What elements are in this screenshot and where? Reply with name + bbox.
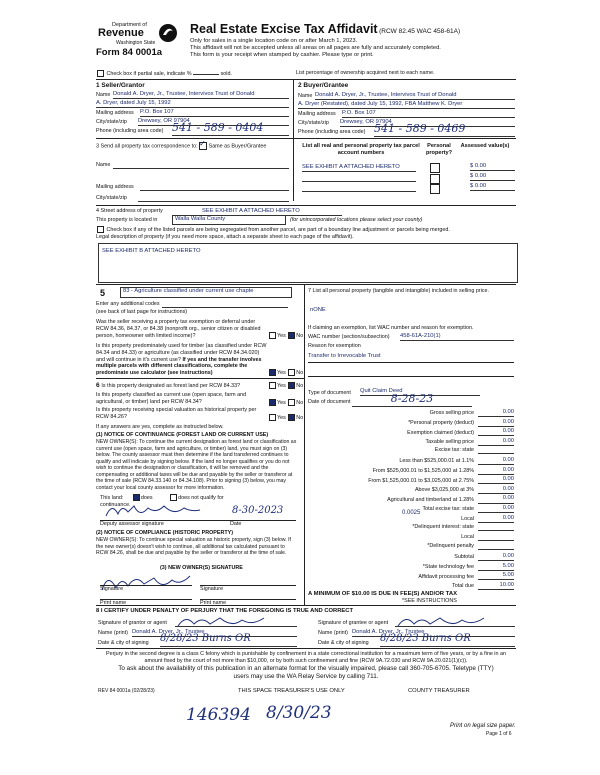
calc-row-value[interactable]: 5.00 bbox=[478, 563, 514, 571]
exemption-no-checkbox[interactable] bbox=[288, 332, 295, 339]
additional-codes-field[interactable] bbox=[162, 307, 288, 308]
timber-yes-no bbox=[268, 369, 303, 377]
calc-row-label: Excise tax: state bbox=[434, 447, 474, 454]
calc-row-value[interactable]: 0.00 bbox=[478, 486, 514, 494]
exemption-yes-no bbox=[268, 332, 303, 340]
exemption-question: Was the seller receiving a property tax exemption or deferral under RCW 84.36, 84.37, or 84.38 (nonprofit org., senior citizen or disabled person, homeowner with limited income)? bbox=[96, 319, 261, 339]
new-owner-signature-label-2: Signature bbox=[200, 586, 224, 592]
county-treasurer: COUNTY TREASURER bbox=[408, 688, 470, 694]
calc-row-value[interactable] bbox=[478, 540, 514, 541]
corr-city-field[interactable] bbox=[138, 201, 289, 202]
located-label: This property is located in bbox=[96, 217, 158, 223]
dept-line3: Washington State bbox=[116, 40, 156, 46]
forest-no-checkbox[interactable] bbox=[288, 382, 295, 389]
grantor-date-field[interactable]: 8/28/23 Burns OR bbox=[160, 633, 297, 647]
calc-row bbox=[308, 572, 514, 580]
calc-row-label: Total due bbox=[452, 583, 474, 590]
legal-label: Legal description of property (if you need more space, attach a separate sheet to each page of the affidavit). bbox=[96, 234, 354, 240]
reason-field[interactable]: Transfer to Irrevocable Trust bbox=[308, 353, 381, 359]
corr-mailing-label: Mailing address bbox=[96, 184, 134, 190]
historic-question: Is this property receiving special valuation as historical property per RCW 84.26? bbox=[96, 407, 257, 420]
grantee-name-label: Name (print) bbox=[318, 630, 348, 636]
perjury-notice: Perjury in the second degree is a class C felony which is punishable by confinement in a state correctional institution for a maximum term of five years, or by a fine in an amount fixed by the court of not more than $10,000, or by both such confinement and fine (RCW 9A.72.030 and RCW 9A.20.021(1)(c)). bbox=[106, 651, 506, 664]
seller-name-field[interactable]: Donald A. Dryer, Jr., Trustee, Intervivos Trust of Donald bbox=[113, 91, 289, 99]
forest-no-label: No bbox=[296, 382, 304, 389]
form-number: Form 84 0001a bbox=[96, 47, 163, 58]
seller-mailing-field[interactable]: P.O. Box 107 bbox=[140, 109, 289, 117]
notice1-title: (1) NOTICE OF CONTINUANCE (FOREST LAND OR CURRENT USE) bbox=[96, 432, 269, 438]
calc-row-label: From $1,525,000.01 to $3,025,000 at 2.75% bbox=[368, 477, 474, 484]
doc-date-field[interactable]: 8-28-23 bbox=[352, 392, 472, 407]
calc-row-label: Taxable selling price bbox=[425, 439, 474, 446]
title-text: Real Estate Excise Tax Affidavit bbox=[190, 22, 378, 36]
calc-row-label: From $525,000.01 to $1,525,000 at 1.28% bbox=[372, 468, 474, 475]
legal-description-box[interactable] bbox=[98, 243, 518, 283]
street-heading-text: 4 Street address of property bbox=[96, 208, 163, 214]
land-use-code-select[interactable]: 83 - Agriculture classified under current use chapte bbox=[120, 287, 292, 298]
personal-property-heading-text: 7 List all personal property (tangible and intangible) included in selling price. bbox=[308, 288, 489, 294]
answers-note: If any answers are yes, complete as instructed below. bbox=[96, 424, 224, 430]
calc-row-label: Less than $525,000.01 at 1.1% bbox=[399, 458, 474, 465]
notice2-title: (2) NOTICE OF COMPLIANCE (HISTORIC PROPERTY) bbox=[96, 530, 234, 536]
parcel-col3: Assessed value(s) bbox=[460, 143, 510, 149]
same-as-buyer-label: Same as Buyer/Grantee bbox=[208, 143, 267, 150]
calc-row bbox=[308, 582, 514, 590]
calc-row-value[interactable] bbox=[478, 549, 514, 550]
grantee-date-label: Date & city of signing bbox=[318, 640, 369, 646]
corr-name-label: Name bbox=[96, 162, 111, 168]
new-owner-print-label-2: Print name bbox=[200, 600, 227, 606]
buyer-city-label: City/state/zip bbox=[298, 120, 329, 126]
parcel-col2: Personal property? bbox=[425, 143, 453, 156]
calc-row-value[interactable]: 0.00 bbox=[478, 495, 514, 503]
wac-label: WAC number (section/subsection) bbox=[308, 334, 390, 340]
minimum-notice: A MINIMUM OF $10.00 IS DUE IN FEE(S) AND/OR TAX bbox=[308, 591, 458, 597]
parcel-col1: List all real and personal property tax parcel account numbers bbox=[302, 143, 420, 156]
land-does-not-label: does not qualify for bbox=[178, 494, 224, 501]
new-owner-signature-icon bbox=[98, 568, 198, 598]
grantor-sig-label: Signature of grantor or agent bbox=[98, 620, 167, 626]
calc-row bbox=[308, 476, 514, 484]
parcel-number-3[interactable] bbox=[302, 191, 416, 192]
grantee-signature-field[interactable] bbox=[395, 626, 515, 627]
seller-phone-label: Phone (including area code) bbox=[96, 128, 164, 134]
calc-row-value[interactable]: 0.00 bbox=[478, 505, 514, 513]
calc-row bbox=[308, 524, 514, 531]
current-use-no-label: No bbox=[296, 399, 304, 406]
doc-type-field[interactable]: Quit Claim Deed bbox=[360, 388, 480, 396]
calc-row-value[interactable]: 5.00 bbox=[478, 572, 514, 580]
local-rate-field: 0.0025 bbox=[402, 510, 421, 516]
grantee-name-field[interactable]: Donald A. Dryer, Jr., Trustee bbox=[352, 629, 515, 637]
timber-no-checkbox[interactable] bbox=[288, 369, 295, 376]
calc-row-value[interactable]: 0.00 bbox=[478, 467, 514, 475]
calc-row-label: *Delinquent interest: state bbox=[412, 524, 474, 531]
historic-yes-label: Yes bbox=[277, 414, 286, 421]
buyer-name-label: Name bbox=[298, 93, 313, 99]
calc-row bbox=[308, 553, 514, 561]
calc-row-label: Local bbox=[461, 516, 474, 523]
corr-city-label: City/state/zip bbox=[96, 195, 127, 201]
seller-name-label: Name bbox=[96, 92, 111, 98]
forest-yes-no bbox=[268, 382, 303, 390]
calc-row-value[interactable]: 0.00 bbox=[478, 515, 514, 523]
calc-row-label: Exemption claimed (deduct) bbox=[407, 429, 474, 436]
calc-row bbox=[308, 447, 514, 454]
calc-row-label: *Delinquent penalty bbox=[427, 543, 474, 550]
historic-no-label: No bbox=[296, 414, 304, 421]
exemption-label: If claiming an exemption, list WAC number and reason for exemption. bbox=[308, 325, 474, 331]
seller-phone-field[interactable]: 541 - 589 - 0404 bbox=[172, 121, 289, 136]
personal-property-checkbox-3[interactable] bbox=[430, 184, 440, 194]
sec5-number: 5 bbox=[100, 288, 106, 298]
legal-description-text: SEE EXHIBIT B ATTACHED HERETO bbox=[102, 248, 201, 254]
additional-codes-note: (see back of last page for instructions) bbox=[96, 309, 188, 315]
timber-question-text: Is this property predominately used for timber (as classified under RCW 84.34 and 84.33) or agriculture (as classified under RCW 84.34.020) and will continue in it's current use? bbox=[96, 343, 267, 363]
dept-line2: Revenue bbox=[98, 27, 144, 39]
calc-row-value[interactable]: 0.00 bbox=[478, 457, 514, 465]
seller-heading: 1 Seller/Grantor bbox=[96, 82, 145, 89]
calc-row-value[interactable] bbox=[478, 453, 514, 454]
calc-row-label: Agricultural and timberland at 1.28% bbox=[387, 496, 474, 503]
timber-yes-label: Yes bbox=[277, 369, 286, 376]
calc-row-value[interactable]: 0.00 bbox=[478, 409, 514, 417]
additional-codes-label: Enter any additional codes bbox=[96, 301, 160, 307]
assessor-date-label: Date bbox=[230, 521, 242, 527]
calc-row-value[interactable]: 0.00 bbox=[478, 438, 514, 446]
buyer-city-field[interactable]: Drewsey, OR 97904 bbox=[340, 119, 515, 127]
seller-name-row bbox=[96, 92, 110, 99]
correspondence-heading bbox=[96, 139, 267, 150]
notice2-body: NEW OWNER(S): To continue special valuation as historic property, sign (3) below. If the new owner(s) doesn't wish to continue, all additional tax calculated pursuant to RCW 84.26, shall be due and payable by the seller or transferor at the time of sale. bbox=[96, 537, 291, 556]
historic-yes-checkbox[interactable] bbox=[269, 414, 276, 421]
calc-row-label: Subtotal bbox=[454, 554, 474, 561]
land-does-label: does bbox=[140, 494, 153, 501]
receipt-number: 146394 bbox=[186, 705, 251, 725]
timber-question-bold: If yes and the transfer involves multiple parcels with different classifications, complete the predominate use calculator (see instructions) bbox=[96, 356, 262, 376]
exemption-no-label: No bbox=[296, 332, 304, 339]
personal-property-field[interactable]: nONE bbox=[310, 307, 326, 313]
buyer-phone-field[interactable]: 541 - 589 - 0469 bbox=[374, 122, 515, 137]
current-use-yes-no bbox=[268, 399, 303, 407]
calc-row-label: Affidavit processing fee bbox=[418, 573, 474, 580]
current-use-yes-label: Yes bbox=[277, 399, 286, 406]
buyer-name-field-2[interactable]: A. Dryer (Restated), dated July 15, 1992, FBA Matthew K. Dryer bbox=[298, 101, 515, 109]
calc-row bbox=[308, 486, 514, 494]
buyer-mailing-label: Mailing address bbox=[298, 111, 336, 117]
calc-row-value[interactable]: 0.00 bbox=[478, 428, 514, 436]
assessor-signature-label: Deputy assessor signature bbox=[100, 521, 164, 527]
revenue-logo-icon bbox=[158, 23, 178, 43]
page-number: Page 1 of 6 bbox=[486, 731, 512, 737]
header-note1: Only for sales in a single location code on or after March 1, 2023. bbox=[190, 38, 358, 44]
grantee-date-field[interactable]: 8/28/23 Burns OR bbox=[380, 633, 515, 647]
grantor-signature-icon bbox=[176, 612, 296, 630]
calc-row-label: Above $3,025,000 at 3% bbox=[414, 487, 474, 494]
form-title bbox=[190, 22, 460, 38]
certify-heading: 8 I CERTIFY UNDER PENALTY OF PERJURY THAT THE FOREGOING IS TRUE AND CORRECT bbox=[96, 608, 354, 614]
notice1-body: NEW OWNER(S): To continue the current designation as forest land or classification as current use (open space, farm and agriculture, or timber) land, you must sign on (3) below. The county assessor must then determine if the land transferred continues to qualify and will indicate by signing below. If the land no longer qualifies or you do not wish to continue the designation or classification, it will be removed and the compensating or additional taxes will be due and payable by the seller or transferor at the time of sale (RCW 84.33.140 or 84.34.108). Prior to signing (3) below, you may contact your local county assessor for more information. bbox=[96, 439, 297, 491]
header-note3: This form is your receipt when stamped by cashier. Please type or print. bbox=[190, 52, 374, 58]
street-heading bbox=[96, 208, 163, 215]
reason-label: Reason for exemption bbox=[308, 343, 361, 349]
corr-name-field[interactable] bbox=[113, 168, 289, 169]
calc-row bbox=[308, 438, 514, 446]
calc-row-value[interactable] bbox=[478, 530, 514, 531]
doc-date-label: Date of document bbox=[308, 399, 351, 405]
grantor-name-field[interactable]: Donald A. Dryer, Jr., Trustee bbox=[132, 629, 297, 637]
forest-question-text: Is this property designated as forest land per RCW 84.33? bbox=[101, 383, 241, 389]
correspondence-heading-text: 3 Send all property tax correspondence to: bbox=[96, 143, 198, 150]
assessed-value-1[interactable]: $ 0.00 bbox=[470, 163, 515, 171]
calc-row bbox=[308, 419, 514, 427]
same-as-buyer-checkbox[interactable]: ✓ bbox=[199, 139, 206, 148]
ownership-note: List percentage of ownership acquired next to each name. bbox=[296, 70, 435, 76]
assessor-date-field[interactable]: 8-30-2023 bbox=[232, 505, 284, 516]
historic-no-checkbox[interactable] bbox=[288, 414, 295, 421]
header-note2: This affidavit will not be accepted unless all areas on all pages are fully and accurately completed. bbox=[190, 45, 441, 51]
personal-property-checkbox-2[interactable] bbox=[430, 174, 440, 184]
personal-property-checkbox-1[interactable] bbox=[430, 163, 440, 173]
calc-row bbox=[308, 409, 514, 417]
seller-city-field[interactable]: Drewsey, OR 97904 bbox=[138, 118, 289, 126]
current-use-yes-checkbox[interactable] bbox=[269, 399, 276, 406]
timber-question bbox=[96, 343, 268, 377]
timber-no-label: No bbox=[296, 369, 304, 376]
calc-row-value[interactable]: 0.00 bbox=[478, 476, 514, 484]
partial-sale-checkbox[interactable] bbox=[97, 70, 104, 77]
calc-row-value[interactable]: 0.00 bbox=[478, 419, 514, 427]
segregated-checkbox[interactable] bbox=[97, 226, 104, 233]
calc-row bbox=[308, 534, 514, 541]
assessed-value-3[interactable]: $ 0.00 bbox=[470, 183, 515, 191]
current-use-no-checkbox[interactable] bbox=[288, 399, 295, 406]
exemption-yes-label: Yes bbox=[277, 332, 286, 339]
new-owner-print-label-1: Print name bbox=[100, 600, 127, 606]
corr-mailing-field[interactable] bbox=[140, 190, 289, 191]
calc-row-label: Local bbox=[461, 533, 474, 540]
doc-type-label: Type of document bbox=[308, 390, 351, 396]
grantee-signature-icon bbox=[396, 612, 516, 630]
seller-name-field-2[interactable]: A. Dryer, dated July 15, 1992 bbox=[96, 100, 289, 108]
calc-row-label: Gross selling price bbox=[429, 410, 474, 417]
calc-row-value[interactable]: 0.00 bbox=[478, 553, 514, 561]
calc-row bbox=[308, 457, 514, 465]
seller-mailing-label: Mailing address bbox=[96, 110, 134, 116]
unincorporated-note: (for unincorporated locations please select your county) bbox=[290, 217, 423, 223]
grantor-name-label: Name (print) bbox=[98, 630, 128, 636]
personal-property-heading bbox=[308, 288, 514, 295]
dept-logo bbox=[96, 22, 186, 60]
buyer-heading: 2 Buyer/Grantee bbox=[298, 82, 349, 89]
parcel-number-2[interactable] bbox=[302, 181, 416, 182]
partial-sale-text1: Check box if partial sale, indicate % bbox=[106, 70, 192, 77]
grantor-date-label: Date & city of signing bbox=[98, 640, 149, 646]
title-rcw: (RCW 82.45 WAC 458-61A) bbox=[379, 28, 461, 35]
buyer-mailing-field[interactable]: P.O. Box 107 bbox=[342, 110, 515, 118]
exemption-yes-checkbox[interactable] bbox=[269, 332, 276, 339]
current-use-question: Is this property classified as current use (open space, farm and agricultural, or timber) land per RCW 84.34? bbox=[96, 392, 247, 405]
continuance-label: continuance. bbox=[100, 502, 131, 508]
print-legal-note: Print on legal size paper. bbox=[450, 723, 516, 729]
new-owner-signature-label-1: Signature bbox=[100, 586, 124, 592]
calc-row bbox=[308, 543, 514, 550]
receipt-date: 8/30/23 bbox=[266, 703, 332, 723]
grantor-signature-field[interactable] bbox=[175, 626, 297, 627]
alt-format-notice: To ask about the availability of this publication in an alternate format for the visually impaired, please call 360-705-6705. Teletype (TTY) users may use the WA Relay Service by calling 711. bbox=[118, 665, 494, 680]
treasurer-use: THIS SPACE TREASURER'S USE ONLY bbox=[238, 688, 345, 694]
street-address-field[interactable]: SEE EXHIBIT A ATTACHED HERETO bbox=[202, 208, 342, 216]
historic-yes-no bbox=[268, 414, 303, 422]
notice3-title: (3) NEW OWNER(S) SIGNATURE bbox=[160, 565, 243, 571]
calc-row bbox=[308, 563, 514, 571]
see-instructions: *SEE INSTRUCTIONS bbox=[402, 598, 457, 604]
forest-yes-checkbox[interactable] bbox=[269, 382, 276, 389]
assessed-value-2[interactable]: $ 0.00 bbox=[470, 173, 515, 181]
calc-row-label: *State technology fee bbox=[422, 564, 474, 571]
grantee-sig-label: Signature of grantee or agent bbox=[318, 620, 389, 626]
assessor-signature-icon bbox=[104, 500, 224, 522]
calc-row-value[interactable]: 10.00 bbox=[478, 582, 514, 590]
timber-yes-checkbox[interactable] bbox=[269, 369, 276, 376]
segregated-row bbox=[96, 226, 450, 234]
seller-city-label: City/state/zip bbox=[96, 119, 127, 125]
county-select[interactable]: Walla Walla County bbox=[172, 215, 286, 225]
partial-sale bbox=[96, 70, 232, 78]
calc-row bbox=[308, 428, 514, 436]
parcel-number-1[interactable]: SEE EXHIBIT A ATTACHED HERETO bbox=[302, 164, 416, 172]
partial-sale-text2: sold. bbox=[220, 70, 232, 77]
forest-yes-label: Yes bbox=[277, 382, 286, 389]
this-land-label: This land: bbox=[100, 494, 124, 501]
calc-row bbox=[308, 467, 514, 475]
forest-question: 6 Is this property designated as forest land per RCW 84.33? bbox=[96, 382, 241, 389]
buyer-name-field[interactable]: Donald A. Dryer, Jr., Trustee, Intervivos Trust of Donald bbox=[315, 92, 515, 100]
calc-row bbox=[308, 495, 514, 503]
segregated-text: Check box if any of the listed parcels are being segregated from another parcel, are part of a boundary line adjustment or parcels being merged. bbox=[106, 226, 450, 233]
calc-row-label: *Personal property (deduct) bbox=[408, 420, 474, 427]
buyer-phone-label: Phone (including area code) bbox=[298, 129, 366, 135]
rev-number: REV 84 0001a (02/28/23) bbox=[98, 688, 155, 694]
calc-row-label: Total excise tax: state bbox=[422, 506, 474, 513]
wac-field[interactable]: 458-61A-210(1) bbox=[400, 333, 514, 341]
dept-line1: Department of bbox=[112, 22, 147, 28]
